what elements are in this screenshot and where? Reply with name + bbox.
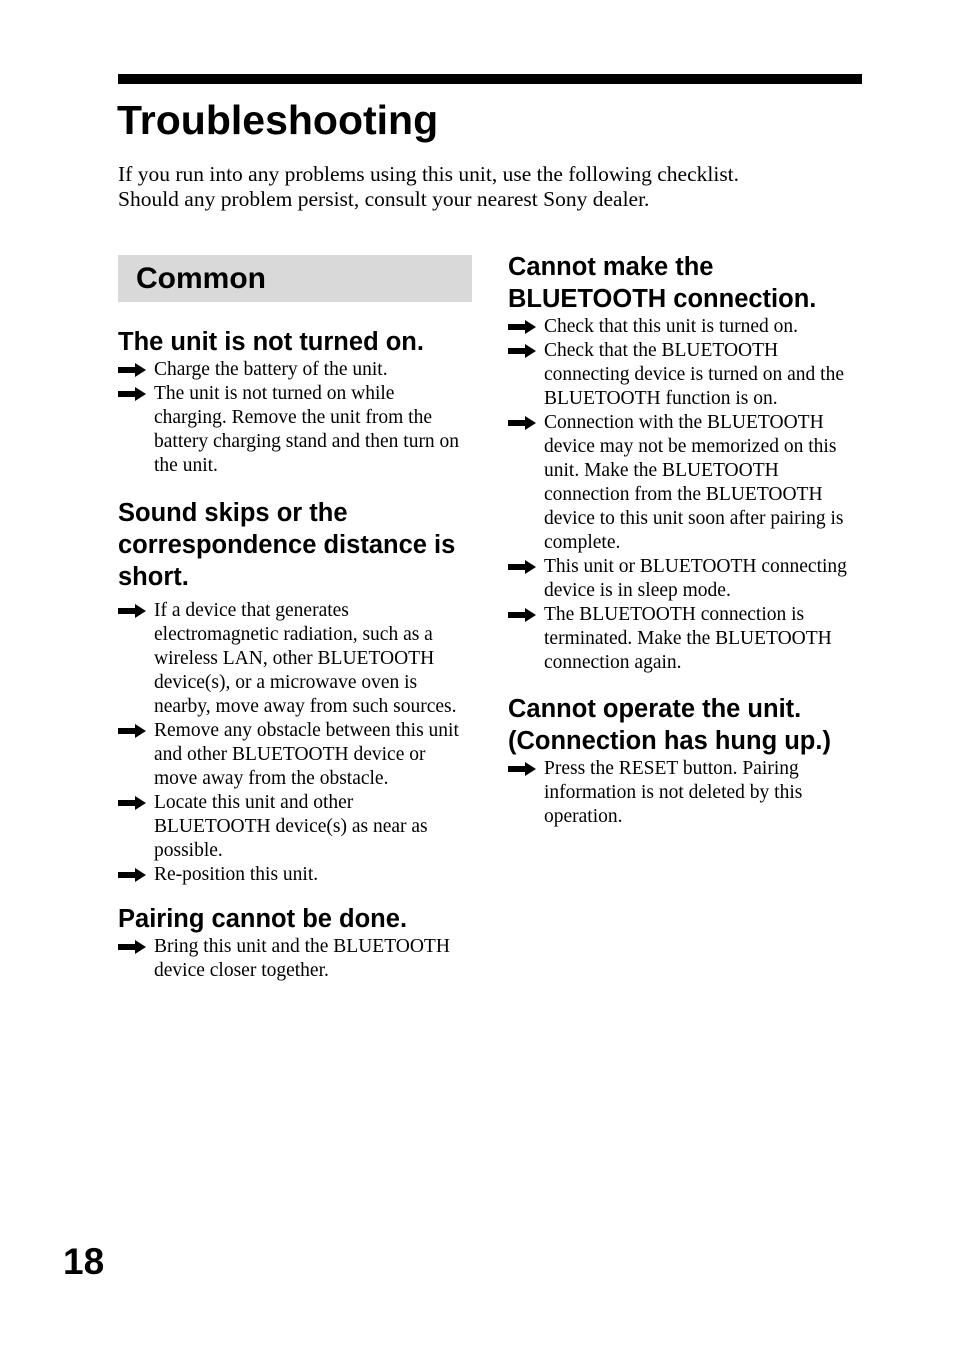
- checklist-item-text: The unit is not turned on while charging. Remove the unit from the battery charging stand and then turn on the unit.: [154, 383, 460, 476]
- checklist-item: [508, 555, 862, 603]
- checklist-item-text: Locate this unit and other BLUETOOTH device(s) as near as possible.: [154, 792, 428, 861]
- checklist: [508, 315, 862, 675]
- left-column: [118, 255, 472, 983]
- checklist-item: [118, 863, 472, 887]
- checklist: [118, 358, 472, 478]
- topic-heading: Cannot make the BLUETOOTH connection.: [508, 253, 817, 313]
- checklist-item-text: Press the RESET button. Pairing information is not deleted by this operation.: [544, 758, 803, 827]
- header-rule: [118, 74, 862, 84]
- checklist-item-text: The BLUETOOTH connection is terminated. Make the BLUETOOTH connection again.: [544, 604, 832, 673]
- topic-heading: Cannot operate the unit. (Connection has hung up.): [508, 695, 831, 755]
- right-arrow-icon: [118, 724, 146, 738]
- right-column: [508, 251, 862, 829]
- checklist-item-text: Connection with the BLUETOOTH device may not be memorized on this unit. Make the BLUETOOTH connection from the BLUETOOTH device to this unit soon after pairing is complete.: [544, 412, 844, 553]
- right-arrow-icon: [118, 868, 146, 882]
- right-arrow-icon: [508, 608, 536, 622]
- checklist-item: [118, 791, 472, 863]
- section-heading-common: Common: [118, 255, 472, 302]
- checklist-item-text: Charge the battery of the unit.: [154, 359, 388, 380]
- checklist-item: [508, 315, 862, 339]
- checklist-item-text: Check that this unit is turned on.: [544, 316, 799, 337]
- topic-heading: The unit is not turned on.: [118, 328, 424, 356]
- right-arrow-icon: [508, 344, 536, 358]
- checklist-item: [508, 411, 862, 555]
- checklist-item: [118, 599, 472, 719]
- topic-heading: Pairing cannot be done.: [118, 905, 408, 933]
- checklist-item: [508, 603, 862, 675]
- checklist: [508, 757, 862, 829]
- intro-line: Should any problem persist, consult your nearest Sony dealer.: [118, 187, 650, 211]
- page-number: 18: [63, 1241, 105, 1282]
- checklist-item-text: If a device that generates electromagnetic radiation, such as a wireless LAN, other BLUETOOTH device(s), or a microwave oven is nearby, move away from such sources.: [154, 600, 457, 717]
- page-title: Troubleshooting: [117, 97, 439, 143]
- right-arrow-icon: [118, 363, 146, 377]
- checklist-item-text: Check that the BLUETOOTH connecting device is turned on and the BLUETOOTH function is on.: [544, 340, 844, 409]
- intro-line: If you run into any problems using this unit, use the following checklist.: [118, 162, 740, 186]
- checklist: [118, 599, 472, 887]
- checklist-item: [118, 382, 472, 478]
- checklist-item: [118, 935, 472, 983]
- right-arrow-icon: [508, 560, 536, 574]
- right-arrow-icon: [118, 604, 146, 618]
- checklist-item-text: Bring this unit and the BLUETOOTH device closer together.: [154, 936, 450, 981]
- right-arrow-icon: [118, 796, 146, 810]
- right-arrow-icon: [508, 416, 536, 430]
- right-arrow-icon: [508, 320, 536, 334]
- right-arrow-icon: [118, 387, 146, 401]
- right-arrow-icon: [118, 940, 146, 954]
- intro-text: [118, 162, 862, 212]
- topic-heading: Sound skips or the correspondence distance is short.: [118, 499, 456, 591]
- checklist-item: [118, 719, 472, 791]
- checklist-item: [508, 757, 862, 829]
- right-arrow-icon: [508, 762, 536, 776]
- checklist-item: [508, 339, 862, 411]
- checklist-item: [118, 358, 472, 382]
- checklist: [118, 935, 472, 983]
- checklist-item-text: Remove any obstacle between this unit and other BLUETOOTH device or move away from the obstacle.: [154, 720, 459, 789]
- checklist-item-text: Re-position this unit.: [154, 864, 319, 885]
- checklist-item-text: This unit or BLUETOOTH connecting device is in sleep mode.: [544, 556, 847, 601]
